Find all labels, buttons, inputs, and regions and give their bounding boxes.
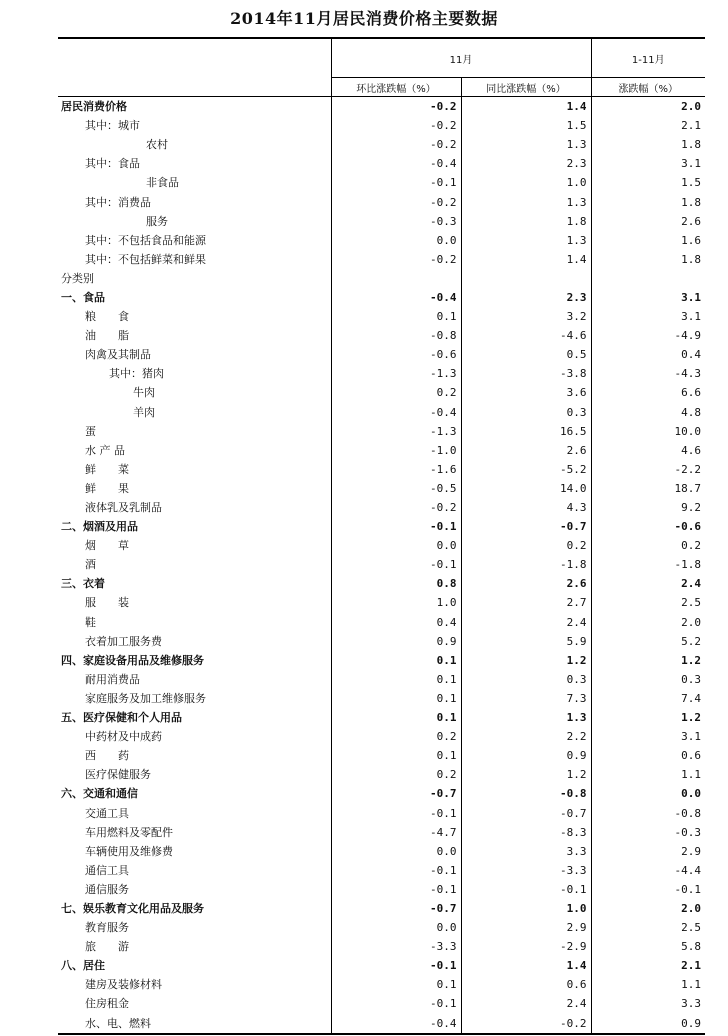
row-label: 非食品 (146, 176, 179, 190)
table-row (58, 269, 705, 288)
row-label: 服务 (146, 214, 168, 228)
cell-mom: -0.1 (331, 173, 461, 192)
cell-yoy: 1.3 (461, 231, 591, 250)
table-row (58, 956, 705, 975)
table-row (58, 97, 705, 117)
cell-yoy: 1.3 (461, 192, 591, 211)
cell-yoy: 1.3 (461, 135, 591, 154)
row-label: 住房租金 (85, 997, 129, 1011)
table-row (58, 1014, 705, 1034)
cell-ytd: 1.6 (591, 231, 705, 250)
row-label: 旅 游 (85, 940, 129, 954)
cell-ytd: 1.8 (591, 192, 705, 211)
cell-ytd: 1.1 (591, 975, 705, 994)
cell-mom: 0.1 (331, 975, 461, 994)
table-row (58, 803, 705, 822)
table-row (58, 765, 705, 784)
cell-mom: 0.1 (331, 307, 461, 326)
row-label: 其中：不包括鲜菜和鲜果 (85, 252, 206, 266)
row-label: 五、医疗保健和个人用品 (61, 711, 182, 725)
cell-mom: -0.1 (331, 994, 461, 1013)
cell-ytd: 7.4 (591, 689, 705, 708)
table-row (58, 364, 705, 383)
table-row (58, 746, 705, 765)
cell-ytd: 4.6 (591, 441, 705, 460)
cell-mom: -1.6 (331, 460, 461, 479)
header-group-ytd: 1-11月 (591, 38, 705, 78)
row-label: 教育服务 (85, 921, 129, 935)
cell-mom: -0.5 (331, 479, 461, 498)
table-row (58, 784, 705, 803)
table-row (58, 288, 705, 307)
table-row (58, 135, 705, 154)
cell-yoy: 1.0 (461, 173, 591, 192)
table-row (58, 479, 705, 498)
row-label: 分类别 (61, 271, 94, 285)
table-row (58, 460, 705, 479)
row-label: 服 装 (85, 596, 129, 610)
table-row (58, 861, 705, 880)
cell-yoy: 1.4 (461, 250, 591, 269)
cell-ytd: 2.5 (591, 593, 705, 612)
cell-ytd: 5.8 (591, 937, 705, 956)
cell-ytd: 3.1 (591, 288, 705, 307)
cell-yoy: 7.3 (461, 689, 591, 708)
cell-yoy: 3.2 (461, 307, 591, 326)
cell-yoy: -3.8 (461, 364, 591, 383)
cell-mom: -1.3 (331, 364, 461, 383)
row-label: 液体乳及乳制品 (85, 501, 162, 515)
cell-yoy: 2.3 (461, 154, 591, 173)
table-row (58, 574, 705, 593)
cell-ytd: -2.2 (591, 460, 705, 479)
table-row (58, 689, 705, 708)
table-row (58, 918, 705, 937)
cell-ytd: 2.0 (591, 899, 705, 918)
header-col-yoy: 同比涨跌幅（%） (461, 78, 591, 97)
cell-yoy: 2.4 (461, 613, 591, 632)
cell-ytd: -0.8 (591, 803, 705, 822)
cell-ytd: 0.0 (591, 784, 705, 803)
cell-yoy: 3.6 (461, 383, 591, 402)
cell-mom: 0.1 (331, 746, 461, 765)
cell-ytd: -4.4 (591, 861, 705, 880)
table-row (58, 250, 705, 269)
table-row (58, 231, 705, 250)
cell-ytd: 1.2 (591, 708, 705, 727)
cell-mom: 0.1 (331, 689, 461, 708)
cell-yoy: 0.3 (461, 403, 591, 422)
cell-mom: 0.1 (331, 708, 461, 727)
cell-mom: 0.0 (331, 231, 461, 250)
cell-ytd: 1.2 (591, 651, 705, 670)
cell-yoy: -0.7 (461, 517, 591, 536)
cell-yoy: 0.2 (461, 536, 591, 555)
table-row (58, 937, 705, 956)
cell-ytd: 1.1 (591, 765, 705, 784)
cell-mom: 0.2 (331, 727, 461, 746)
cell-mom: -0.6 (331, 345, 461, 364)
cell-ytd: 3.1 (591, 154, 705, 173)
cell-mom: -0.7 (331, 899, 461, 918)
cell-mom: 0.2 (331, 383, 461, 402)
table-row (58, 651, 705, 670)
row-label: 耐用消费品 (85, 672, 140, 686)
table-row (58, 823, 705, 842)
cell-yoy: 3.3 (461, 842, 591, 861)
cell-mom: -0.2 (331, 250, 461, 269)
cell-ytd: 0.2 (591, 536, 705, 555)
cell-yoy: -4.6 (461, 326, 591, 345)
table-row (58, 441, 705, 460)
header-blank-2 (58, 78, 331, 97)
row-label: 通信服务 (85, 882, 129, 896)
cell-mom (331, 269, 461, 288)
cell-mom: -0.2 (331, 498, 461, 517)
cell-mom: -0.7 (331, 784, 461, 803)
cell-yoy: 2.3 (461, 288, 591, 307)
cell-mom: -0.1 (331, 803, 461, 822)
cell-ytd: 10.0 (591, 422, 705, 441)
cell-ytd: 3.3 (591, 994, 705, 1013)
header-col-ytd: 涨跌幅（%） (591, 78, 705, 97)
row-label: 西 药 (85, 749, 129, 763)
table-row (58, 383, 705, 402)
table-row (58, 708, 705, 727)
cell-ytd: 2.4 (591, 574, 705, 593)
cell-yoy: -2.9 (461, 937, 591, 956)
cell-yoy: 14.0 (461, 479, 591, 498)
cell-mom: -0.1 (331, 555, 461, 574)
cell-ytd: -0.3 (591, 823, 705, 842)
row-label: 居民消费价格 (61, 100, 127, 114)
cell-yoy: 0.3 (461, 670, 591, 689)
row-label: 二、烟酒及用品 (61, 520, 138, 534)
row-label: 水、电、燃料 (58, 1014, 331, 1034)
cell-yoy: -3.3 (461, 861, 591, 880)
cell-mom: 0.4 (331, 613, 461, 632)
table-row (58, 842, 705, 861)
cell-ytd: 1.8 (591, 135, 705, 154)
row-label: 烟 草 (85, 539, 129, 553)
cell-ytd: 9.2 (591, 498, 705, 517)
row-label: 车辆使用及维修费 (85, 844, 173, 858)
cell-yoy: 1.4 (461, 956, 591, 975)
cell-mom: 0.0 (331, 842, 461, 861)
row-label: 蛋 (85, 424, 96, 438)
cell-ytd: 2.1 (591, 116, 705, 135)
table-header (58, 38, 705, 97)
row-label: 鲜 菜 (85, 462, 129, 476)
cell-ytd: -0.6 (591, 517, 705, 536)
row-label: 鞋 (85, 615, 96, 629)
row-label: 其中：城市 (85, 119, 140, 133)
cell-mom: -4.7 (331, 823, 461, 842)
cell-mom: 1.0 (331, 593, 461, 612)
cell-ytd: -4.9 (591, 326, 705, 345)
cell-mom: 0.2 (331, 765, 461, 784)
table-row (58, 975, 705, 994)
cell-mom: -0.3 (331, 212, 461, 231)
table-row (58, 632, 705, 651)
row-label: 鲜 果 (85, 481, 129, 495)
table-row (58, 613, 705, 632)
table-row (58, 345, 705, 364)
cell-yoy: 1.0 (461, 899, 591, 918)
row-label: 其中：猪肉 (109, 367, 164, 381)
row-label: 交通工具 (85, 806, 129, 820)
cell-mom: -0.4 (331, 1014, 461, 1034)
cell-yoy: -1.8 (461, 555, 591, 574)
cell-yoy: 1.4 (461, 97, 591, 117)
row-label: 中药材及中成药 (85, 730, 162, 744)
cell-ytd: 0.4 (591, 345, 705, 364)
cell-mom: -0.4 (331, 288, 461, 307)
cell-yoy: 1.2 (461, 651, 591, 670)
table-row (58, 994, 705, 1013)
row-label: 牛肉 (133, 386, 155, 400)
table-row (58, 593, 705, 612)
cell-yoy: 1.3 (461, 708, 591, 727)
header-col-mom: 环比涨跌幅（%） (331, 78, 461, 97)
table-row (58, 670, 705, 689)
row-label: 衣着加工服务费 (85, 634, 162, 648)
row-label: 四、家庭设备用品及维修服务 (61, 653, 204, 667)
cell-mom: -0.1 (331, 861, 461, 880)
row-label: 酒 (85, 558, 96, 572)
cell-ytd: 2.0 (591, 97, 705, 117)
cell-mom: 0.8 (331, 574, 461, 593)
cell-mom: 0.0 (331, 918, 461, 937)
cell-yoy: 16.5 (461, 422, 591, 441)
row-label: 六、交通和通信 (61, 787, 138, 801)
table-row (58, 326, 705, 345)
cell-yoy: 2.6 (461, 574, 591, 593)
cell-ytd: 0.3 (591, 670, 705, 689)
row-label: 水 产 品 (85, 443, 125, 457)
cell-mom: 0.9 (331, 632, 461, 651)
table-row (58, 212, 705, 231)
cell-yoy: 5.9 (461, 632, 591, 651)
cell-mom: -0.2 (331, 116, 461, 135)
header-group-month: 11月 (331, 38, 591, 78)
cell-ytd: 2.0 (591, 613, 705, 632)
row-label: 油 脂 (85, 329, 129, 343)
cell-yoy: 2.9 (461, 918, 591, 937)
row-label: 一、食品 (61, 290, 105, 304)
cell-mom: -0.2 (331, 192, 461, 211)
cell-ytd: 3.1 (591, 307, 705, 326)
row-label: 其中：消费品 (85, 195, 151, 209)
cell-yoy: 0.9 (461, 746, 591, 765)
cell-ytd: 18.7 (591, 479, 705, 498)
cell-ytd: -0.1 (591, 880, 705, 899)
cell-ytd (591, 269, 705, 288)
table-row (58, 536, 705, 555)
row-label: 肉禽及其制品 (85, 348, 151, 362)
table-row (58, 517, 705, 536)
table-row (58, 727, 705, 746)
cell-ytd: 6.6 (591, 383, 705, 402)
table-row (58, 116, 705, 135)
cell-yoy: 4.3 (461, 498, 591, 517)
table-row (58, 154, 705, 173)
cell-ytd: 0.9 (591, 1014, 705, 1034)
table-row (58, 422, 705, 441)
cell-ytd: 1.8 (591, 250, 705, 269)
table-row (58, 880, 705, 899)
table-row (58, 403, 705, 422)
page-title: 2014年11月居民消费价格主要数据 (230, 9, 498, 28)
cell-ytd: -4.3 (591, 364, 705, 383)
row-label: 其中：食品 (85, 157, 140, 171)
cell-mom: -0.2 (331, 97, 461, 117)
cell-yoy: 0.6 (461, 975, 591, 994)
cell-yoy: -0.2 (461, 1014, 591, 1034)
table-row (58, 555, 705, 574)
cell-mom: 0.1 (331, 670, 461, 689)
cell-mom: -0.4 (331, 154, 461, 173)
header-blank (58, 38, 331, 78)
cell-mom: -1.3 (331, 422, 461, 441)
cell-mom: -0.1 (331, 517, 461, 536)
cell-yoy: 2.2 (461, 727, 591, 746)
cell-ytd: 2.1 (591, 956, 705, 975)
cell-ytd: 4.8 (591, 403, 705, 422)
row-label: 建房及装修材料 (85, 978, 162, 992)
row-label: 羊肉 (133, 405, 155, 419)
cell-yoy: -5.2 (461, 460, 591, 479)
cell-yoy (461, 269, 591, 288)
cell-mom: -0.1 (331, 956, 461, 975)
row-label: 医疗保健服务 (85, 768, 151, 782)
row-label: 农村 (146, 138, 168, 152)
cell-yoy: 1.5 (461, 116, 591, 135)
cell-mom: -0.4 (331, 403, 461, 422)
cell-ytd: 3.1 (591, 727, 705, 746)
cell-ytd: 2.6 (591, 212, 705, 231)
cell-ytd: 5.2 (591, 632, 705, 651)
cell-ytd: 0.6 (591, 746, 705, 765)
table-row (58, 307, 705, 326)
cell-mom: 0.1 (331, 651, 461, 670)
cell-mom: -0.1 (331, 880, 461, 899)
table-row (58, 192, 705, 211)
cell-ytd: 1.5 (591, 173, 705, 192)
cell-ytd: 2.9 (591, 842, 705, 861)
cell-ytd: 2.5 (591, 918, 705, 937)
row-label: 车用燃料及零配件 (85, 825, 173, 839)
row-label: 通信工具 (85, 863, 129, 877)
cell-mom: -0.2 (331, 135, 461, 154)
row-label: 粮 食 (85, 310, 129, 324)
cell-mom: -1.0 (331, 441, 461, 460)
cell-ytd: -1.8 (591, 555, 705, 574)
row-label: 其中：不包括食品和能源 (85, 233, 206, 247)
cell-yoy: -0.7 (461, 803, 591, 822)
row-label: 三、衣着 (61, 577, 105, 591)
row-label: 家庭服务及加工维修服务 (85, 691, 206, 705)
cell-yoy: -0.1 (461, 880, 591, 899)
cell-yoy: -0.8 (461, 784, 591, 803)
table-row (58, 173, 705, 192)
cpi-table (58, 37, 705, 1035)
cell-yoy: -8.3 (461, 823, 591, 842)
table-row (58, 498, 705, 517)
cell-yoy: 0.5 (461, 345, 591, 364)
cell-yoy: 2.6 (461, 441, 591, 460)
cell-yoy: 2.7 (461, 593, 591, 612)
row-label: 七、娱乐教育文化用品及服务 (61, 901, 204, 915)
cell-yoy: 1.8 (461, 212, 591, 231)
cell-mom: -0.8 (331, 326, 461, 345)
cell-mom: 0.0 (331, 536, 461, 555)
table-body (58, 97, 705, 1034)
table-row (58, 899, 705, 918)
cell-yoy: 2.4 (461, 994, 591, 1013)
row-label: 八、居住 (61, 959, 105, 973)
cell-yoy: 1.2 (461, 765, 591, 784)
cell-mom: -3.3 (331, 937, 461, 956)
